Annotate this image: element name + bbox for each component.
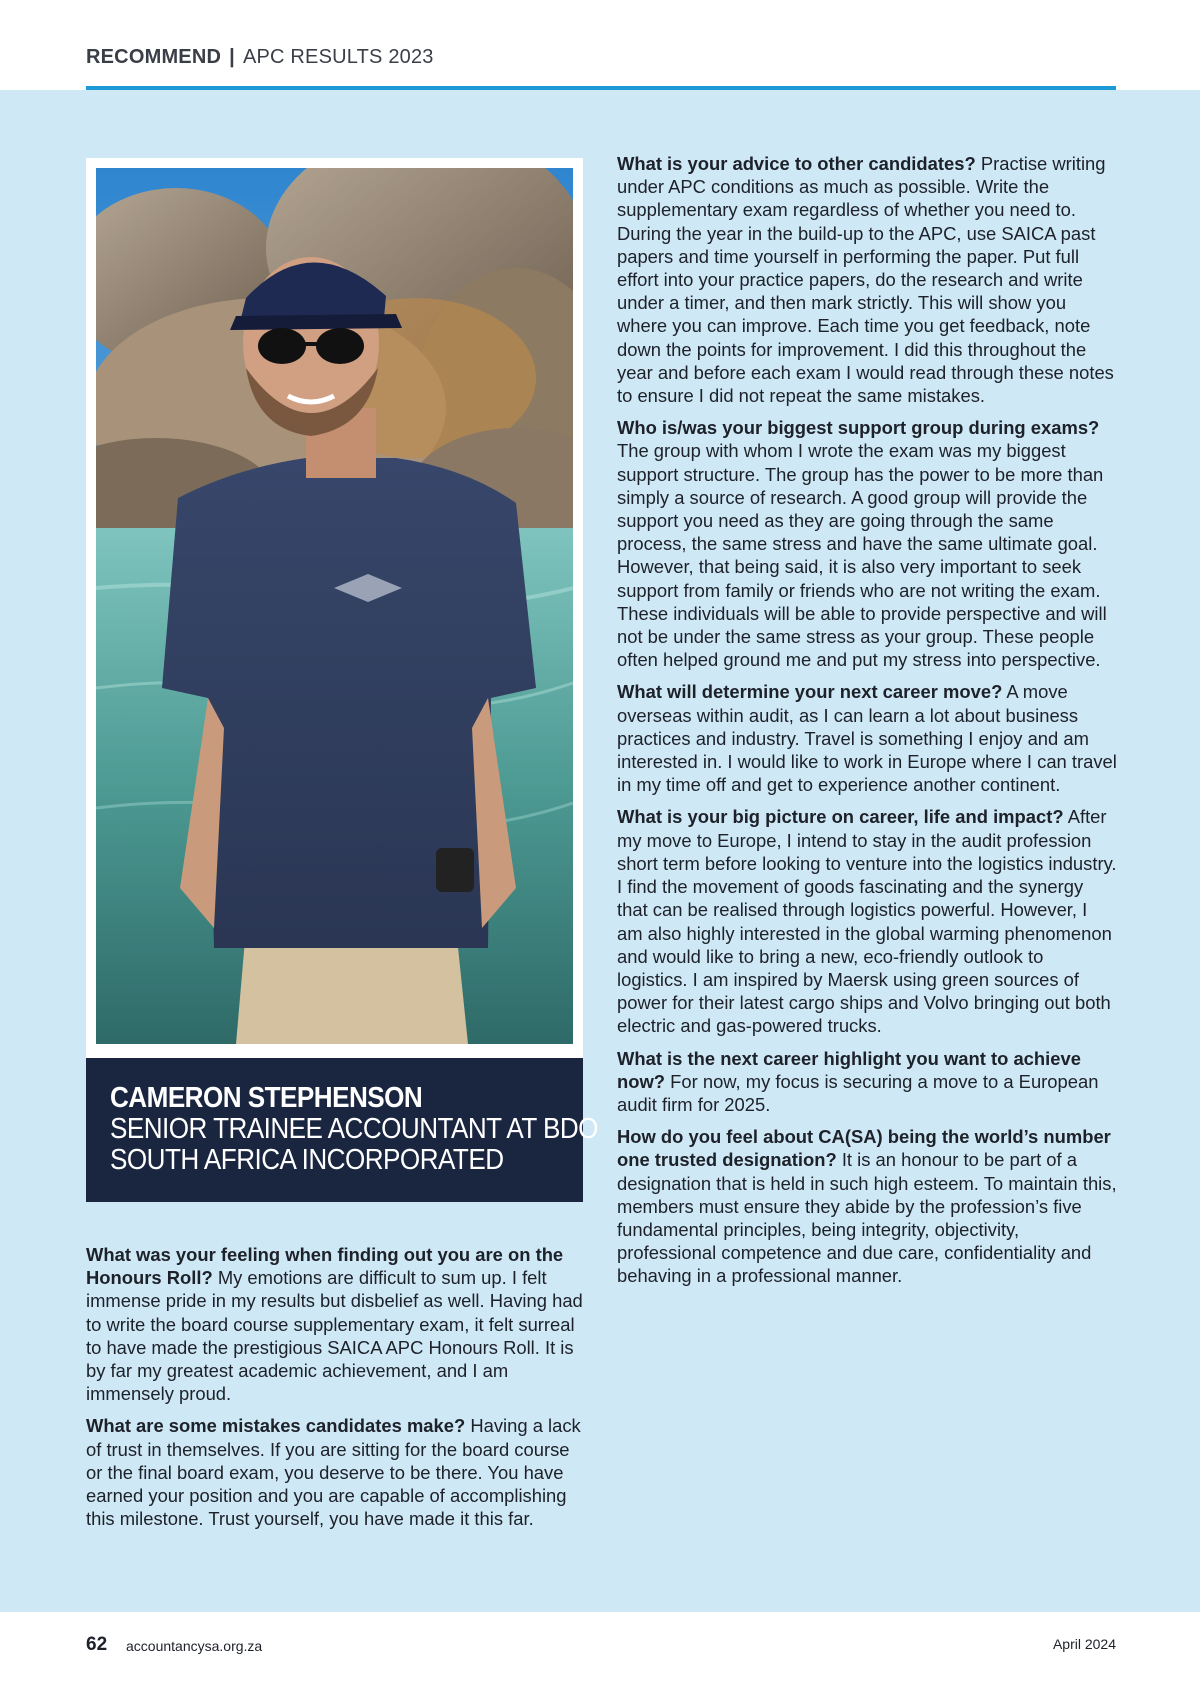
qa-item	[86, 1243, 586, 1405]
profile-role-line1: SENIOR TRAINEE ACCOUNTANT AT BDO	[110, 1113, 598, 1145]
portrait-illustration	[96, 168, 573, 1044]
section-label: RECOMMEND	[86, 46, 222, 68]
right-column	[617, 152, 1117, 1297]
qa-item	[617, 1125, 1117, 1287]
section-subtitle: APC RESULTS 2023	[242, 46, 434, 68]
profile-name: CAMERON STEPHENSON	[110, 1082, 423, 1114]
header-separator: |	[229, 46, 235, 68]
left-column	[86, 1243, 586, 1539]
question: What is the next career highlight you want to achieve now?	[617, 1047, 1081, 1092]
question: What was your feeling when finding out you are on the Honours Roll?	[86, 1244, 564, 1289]
question: Who is/was your biggest support group during exams?	[617, 417, 1100, 439]
answer: Having a lack of trust in themselves. If you are sitting for the board course or the final board exam, you deserve to be there. You have earned your position and you are capable of accomplishing this milestone. Trust yourself, you have made it this far.	[86, 1415, 581, 1530]
answer: A move overseas within audit, as I can learn a lot about business practices and industry. Travel is something I enjoy and am interested in. I would like to work in Europe where I can travel in my time off and get to experience another continent.	[617, 681, 1117, 796]
qa-item	[617, 416, 1117, 671]
answer: Practise writing under APC conditions as much as possible. Write the supplementary exam regardless of whether you need to. During the year in the build-up to the APC, use SAICA past papers and time yourself in performing the paper. Put full effort into your practice papers, do the research and write under a timer, and then mark strictly. This will show you where you can improve. Each time you get feedback, note down the points for improvement. I did this throughout the year and before each exam I would read through these notes to ensure I did not repeat the same mistakes.	[617, 153, 1114, 407]
page-footer	[0, 1612, 1200, 1696]
answer: It is an honour to be part of a designation that is held in such high esteem. To maintain this, members must ensure they abide by the profession’s five fundamental principles, being integrity, objectivity, professional competence and due care, confidentiality and behaving in a professional manner.	[617, 1149, 1117, 1287]
issue-date: April 2024	[1052, 1636, 1116, 1652]
answer: For now, my focus is securing a move to a European audit firm for 2025.	[617, 1070, 1099, 1115]
website-link[interactable]: accountancysa.org.za	[126, 1638, 263, 1654]
question: How do you feel about CA(SA) being the world’s number one trusted designation?	[617, 1126, 1111, 1171]
question: What is your big picture on career, life and impact?	[617, 806, 1064, 828]
profile-role-line2: SOUTH AFRICA INCORPORATED	[110, 1144, 504, 1176]
question: What will determine your next career move?	[617, 681, 1003, 703]
qa-item	[617, 152, 1117, 407]
question: What is your advice to other candidates?	[617, 153, 976, 174]
answer: After my move to Europe, I intend to stay in the audit profession short term before looking to venture into the logistics industry. I find the movement of goods fascinating and the synergy that can be realised through logistics powerful. However, I am also highly interested in the global warming phenomenon and would like to bring a new, eco-friendly outlook to logistics. I am inspired by Maersk using green sources of power for their latest cargo ships and Volvo bringing out both electric and gas-powered trucks.	[617, 806, 1117, 1037]
qa-item	[86, 1414, 586, 1530]
answer: My emotions are difficult to sum up. I felt immense pride in my results but disbelief as well. Having had to write the board course supplementary exam, it felt surreal to have made the prestigious SAICA APC Honours Roll. It is by far my greatest academic achievement, and I am immensely proud.	[86, 1267, 583, 1405]
page-number: 62	[86, 1634, 108, 1655]
qa-item	[617, 1047, 1117, 1117]
portrait-photo	[96, 168, 573, 1044]
header-title	[86, 46, 434, 69]
qa-item	[617, 805, 1117, 1037]
qa-item	[617, 680, 1117, 796]
page-header	[0, 0, 1200, 86]
profile-caption	[86, 1058, 598, 1202]
answer: The group with whom I wrote the exam was my biggest support structure. The group has the power to be more than simply a source of research. A good group will provide the support you need as they are going through the same process, the same stress and have the same ultimate goal. However, that being said, it is also very important to seek support from family or friends who are not writing the exam. These individuals will be able to provide perspective and will not be under the same stress as your group. These people often helped ground me and put my stress into perspective.	[617, 440, 1107, 671]
question: What are some mistakes candidates make?	[86, 1415, 466, 1437]
